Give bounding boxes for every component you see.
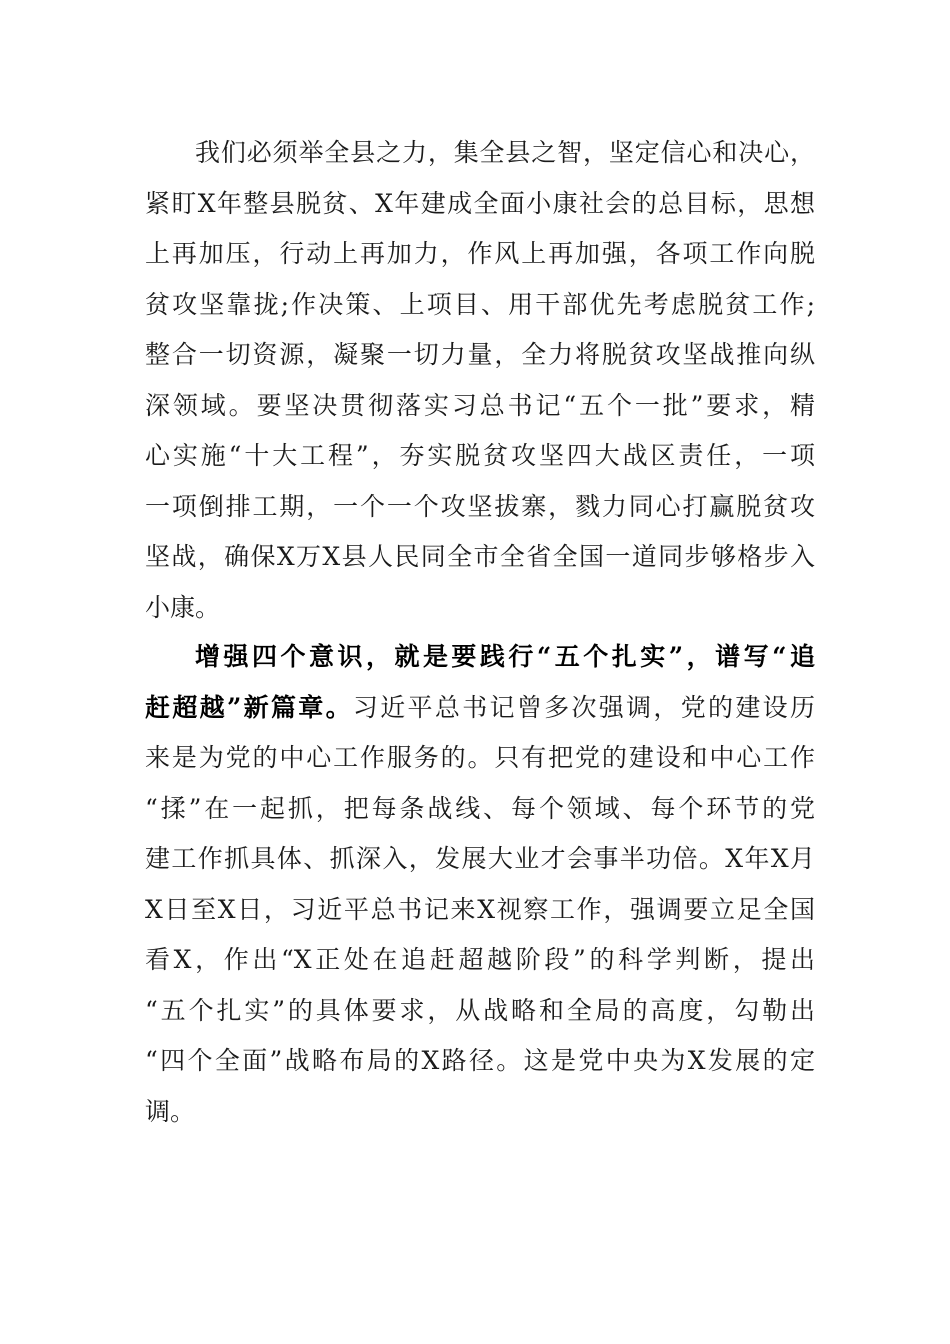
paragraph-line: X日至X日，习近平总书记来X视察工作，强调要立足全国	[145, 894, 815, 924]
paragraph-line: 整合一切资源，凝聚一切力量，全力将脱贫攻坚战推向纵	[145, 340, 815, 369]
paragraph-line: 坚战，确保X万X县人民同全市全省全国一道同步够格步入	[145, 542, 815, 571]
paragraph-line: 深领域。要坚决贯彻落实习总书记“五个一批”要求，精	[145, 390, 815, 420]
paragraph-heading-end: 赶超越”新篇章。	[145, 692, 353, 722]
paragraph-line: 紧盯X年整县脱贫、X年建成全面小康社会的总目标，思想	[145, 188, 815, 218]
paragraph-line: 上再加压，行动上再加力，作风上再加强，各项工作向脱	[145, 239, 815, 268]
paragraph-line: 我们必须举全县之力，集全县之智，坚定信心和决心，	[195, 138, 815, 167]
paragraph-2	[145, 632, 815, 1137]
paragraph-mixed-line	[145, 683, 815, 734]
paragraph-heading-line: 增强四个意识，就是要践行“五个扎实”，谱写“追	[195, 642, 815, 671]
paragraph-line: 来是为党的中心工作服务的。只有把党的建设和中心工作	[145, 743, 815, 772]
paragraph-line: “揉”在一起抓，把每条战线、每个领域、每个环节的党	[145, 793, 815, 823]
paragraph-line: 看X，作出“X正处在追赶超越阶段”的科学判断，提出	[145, 945, 815, 974]
paragraph-line: 小康。	[145, 592, 221, 622]
paragraph-line: 建工作抓具体、抓深入，发展大业才会事半功倍。X年X月	[145, 844, 815, 873]
paragraph-text: 习近平总书记曾多次强调，党的建设历	[352, 692, 815, 722]
paragraph-line: 心实施“十大工程”，夯实脱贫攻坚四大战区责任，一项	[145, 441, 815, 470]
paragraph-1	[145, 128, 815, 633]
paragraph-line: 一项倒排工期，一个一个攻坚拔寨，戮力同心打赢脱贫攻	[145, 491, 815, 521]
paragraph-line: “四个全面”战略布局的X路径。这是党中央为X发展的定	[145, 1046, 815, 1075]
paragraph-line: 调。	[145, 1096, 196, 1126]
paragraph-line: “五个扎实”的具体要求，从战略和全局的高度，勾勒出	[145, 995, 815, 1025]
paragraph-line: 贫攻坚靠拢;作决策、上项目、用干部优先考虑脱贫工作;	[145, 289, 815, 319]
